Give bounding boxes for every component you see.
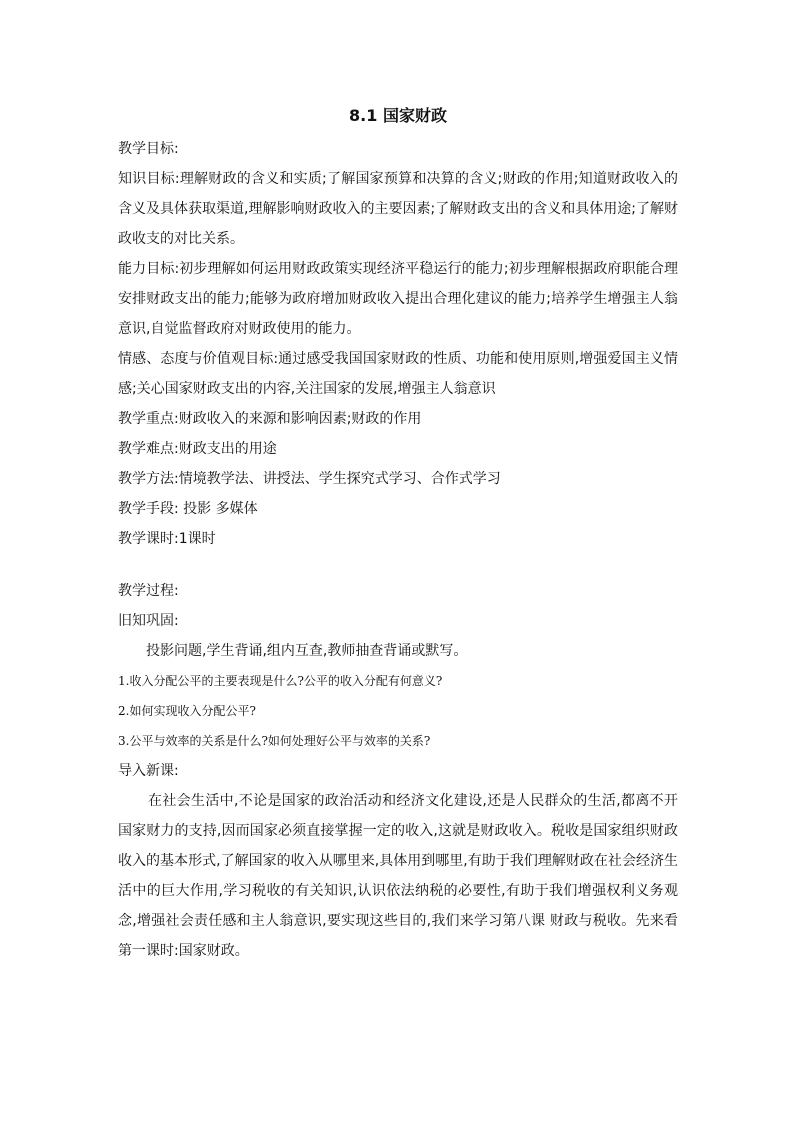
- page-title: 8.1 国家财政: [349, 106, 447, 125]
- question-3: 3.公平与效率的关系是什么?如何处理好公平与效率的关系?: [118, 734, 431, 748]
- question-1: 1.收入分配公平的主要表现是什么?公平的收入分配有何意义?: [118, 674, 443, 688]
- intro-text: 在社会生活中,不论是国家的政治活动和经济文化建设,还是人民群众的生活,都离不开国家财力的支持,因而国家必须直接掌握一定的收入,这就是财政收入。税收是国家组织财政收入的基本形式,了解国家的收入从哪里来,具体用到哪里,有助于我们理解财政在社会经济生活中的巨大作用,学习税收的有关知识,认识依法纳税的必要性,有助于我们增强权利义务观念,增强社会责任感和主人翁意识,要实现这些目的,我们来学习第八课 财政与税收。先来看第一课时:国家财政。: [118, 793, 678, 959]
- document-page: [118, 104, 678, 966]
- review-text: 投影问题,学生背诵,组内互查,教师抽查背诵或默写。: [146, 643, 468, 659]
- review-heading: 旧知巩固:: [118, 613, 179, 629]
- key-points: 教学重点:财政收入的来源和影响因素;财政的作用: [118, 411, 422, 427]
- ability-objective: 能力目标:初步理解如何运用财政政策实现经济平稳运行的能力;初步理解根据政府职能合理安排财政支出的能力;能够为政府增加财政收入提出合理化建议的能力;培养学生增强主人翁意识,自觉监督政府对财政使用的能力。: [118, 261, 678, 337]
- teaching-means: 教学手段: 投影 多媒体: [118, 501, 258, 517]
- emotion-objective: 情感、态度与价值观目标:通过感受我国国家财政的性质、功能和使用原则,增强爱国主义情感;关心国家财政支出的内容,关注国家的发展,增强主人翁意识: [118, 351, 678, 397]
- teaching-methods: 教学方法:情境教学法、讲授法、学生探究式学习、合作式学习: [118, 471, 501, 487]
- question-2: 2.如何实现收入分配公平?: [118, 704, 256, 718]
- process-heading: 教学过程:: [118, 583, 179, 599]
- spacer: [118, 554, 678, 576]
- teaching-hours: 教学课时:1课时: [118, 531, 216, 547]
- difficulties: 教学难点:财政支出的用途: [118, 441, 277, 457]
- knowledge-objective: 知识目标:理解财政的含义和实质;了解国家预算和决算的含义;财政的作用;知道财政收入的含义及具体获取渠道,理解影响财政收入的主要因素;了解财政支出的含义和具体用途;了解财政收支的对比关系。: [118, 171, 678, 247]
- intro-heading: 导入新课:: [118, 763, 179, 779]
- objectives-heading: 教学目标:: [118, 141, 179, 157]
